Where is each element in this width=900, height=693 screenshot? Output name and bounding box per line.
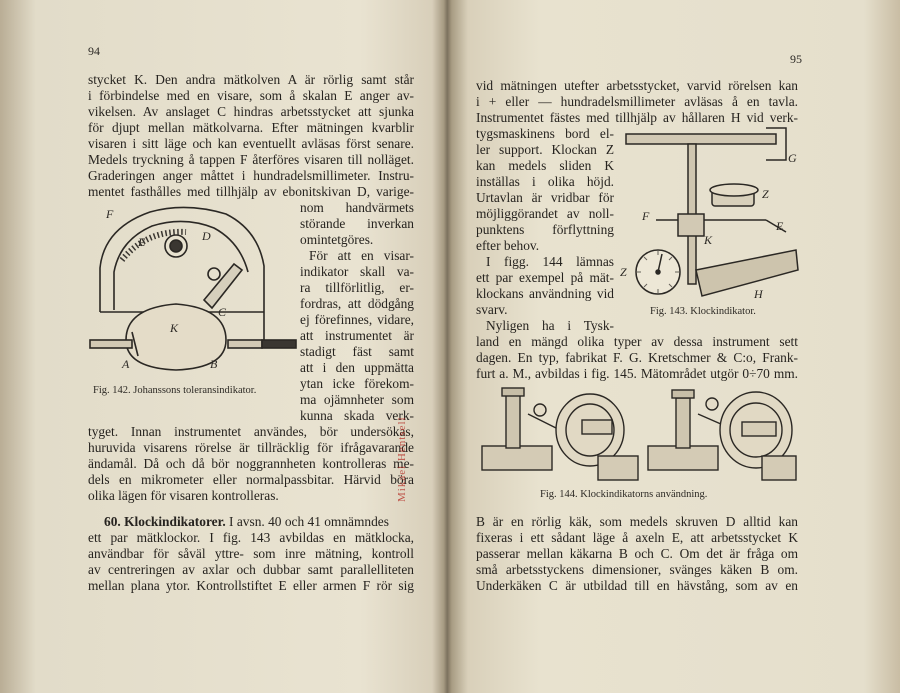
figure-142-label: E	[138, 235, 146, 249]
text-line: vid mätningen utefter arbetsstycket, varvid rörelsen kan	[476, 78, 798, 93]
figure-143-dial-indicator	[616, 120, 802, 306]
text-line: att instrumentet är	[300, 328, 414, 343]
text-line: att i den uppmätta	[300, 360, 414, 375]
text-line: tyget. Innan instrumentet användes, bör undersökas,	[88, 424, 414, 439]
text-line: stadigt fäst samt	[300, 344, 414, 359]
figure-143-caption: Fig. 143. Klockindikator.	[650, 306, 756, 317]
figure-144-indicator-usage	[478, 384, 800, 486]
text-line: land en mängd olika typer av dessa instrument sett	[476, 334, 798, 349]
text-line: ändamål. Då och då bör noggrannheten kontrolleras me-	[88, 456, 414, 471]
text-line: ra tillförlitlig, er-	[300, 280, 414, 295]
text-line: huruvida visarens rörelse är tillräcklig för ifrågavarande	[88, 440, 414, 455]
text-line: för djupt mellan mätkolvarna. Efter mätningen kvarblir	[88, 120, 414, 135]
text-line: kunna skada verk-	[300, 408, 414, 423]
text-line: visaren i sitt läge och kan eventuellt avläsas först senare.	[88, 136, 414, 151]
text-line: ler support. Klockan Z	[476, 142, 614, 157]
figure-142-label: A	[122, 357, 130, 371]
text-line: För att en visar-	[309, 248, 414, 263]
figure-142-label: K	[170, 321, 179, 335]
figure-143-label: E	[776, 219, 784, 233]
text-line: B är en rörlig käk, som medels skruven D alltid kan	[476, 514, 798, 529]
text-line: störande inverkan	[300, 216, 414, 231]
text-line: mentet fasthålles med tillhjälp av ebonitskivan D, varige-	[88, 184, 414, 199]
text-line: fordras, att dödgång	[300, 296, 414, 311]
page-number-right: 95	[790, 52, 802, 66]
text-line: furt a. M., avbildas i fig. 145. Mätområdet utgör 0÷70 mm.	[476, 366, 798, 381]
text-line: vikelsen. Av anslaget C hindras arbetsstycket att sjunka	[88, 104, 414, 119]
text-line: ej förefinnes, vidare,	[300, 312, 414, 327]
figure-142-label: B	[210, 357, 218, 371]
text-line: I figg. 144 lämnas	[486, 254, 614, 269]
figure-143-label: G	[788, 151, 797, 165]
figure-142-label: C	[218, 305, 227, 319]
text-line: ma ojämnheter som	[300, 392, 414, 407]
figure-143-label: H	[754, 287, 763, 301]
text-line: klockans användning vid	[476, 286, 614, 301]
text-line: fixeras i ett sådant läge å axeln E, att arbetsstycket K	[476, 530, 798, 545]
figure-143-label: F	[642, 209, 650, 223]
text-line: dagen. En typ, fabrikat F. G. Kretschmer & C:o, Frank-	[476, 350, 798, 365]
section-title: Klockindikatorer.	[124, 514, 226, 529]
text-line: omintetgöres.	[300, 232, 374, 247]
figure-144-caption: Fig. 144. Klockindikatorns användning.	[540, 489, 708, 500]
text-line: nom handvärmets	[300, 200, 414, 215]
text-line: Urtavlan är vridbar för	[476, 190, 614, 205]
figure-143-label: K	[704, 233, 713, 247]
figure-142-label: D	[202, 229, 211, 243]
text-line: efter behov.	[476, 238, 540, 253]
text-line: mellan plana ytor. Kontrollstiftet E eller armen F rör sig	[88, 578, 414, 593]
text-line: kan medels sliden K	[476, 158, 614, 173]
text-line: stycket K. Den andra mätkolven A är rörlig samt står	[88, 72, 414, 87]
figure-143-label: Z	[762, 187, 769, 201]
text-line: ett par mätklockor. I fig. 143 avbildas en mätklocka,	[88, 530, 414, 545]
text-line: inställas i olika höjd.	[476, 174, 614, 189]
section-first-line-rest: I avsn. 40 och 41 omnämndes	[229, 514, 389, 529]
text-line: små arbetsstyckens dimensioner, svänges käken B om.	[476, 562, 798, 577]
figure-142-label: F	[106, 207, 114, 221]
text-line: olika lägen för visaren kontrolleras.	[88, 488, 279, 503]
text-line: tygsmaskinens bord el-	[476, 126, 614, 141]
text-line: av centreringen av axlar och dubbar samt parallelliteten	[88, 562, 414, 577]
text-line: svarv.	[476, 302, 508, 317]
text-line: Nyligen ha i Tysk-	[486, 318, 614, 333]
text-line: Instrumentet fästes med tillhjälp av hållaren H vid verk-	[476, 110, 798, 125]
text-line: punktens förflyttning	[476, 222, 614, 237]
page-number-left: 94	[88, 44, 100, 58]
figure-142-caption: Fig. 142. Johanssons toleransindikator.	[93, 385, 257, 396]
library-stamp: Mikael Hentsell	[396, 416, 408, 502]
text-line: passerar mellan käkarna B och C. Om det är fråga om	[476, 546, 798, 561]
text-line: Underkäken C är utbildad till en hävstång, som av en	[476, 578, 798, 593]
text-line: indikator skall va-	[300, 264, 414, 279]
text-line: i förbindelse med en visare, som å skalan E anger av-	[88, 88, 414, 103]
text-line: användbar för såväl yttre- som inre mätning, kontroll	[88, 546, 414, 561]
text-line: möjliggörandet av noll-	[476, 206, 614, 221]
text-line: ett par exempel på mät-	[476, 270, 614, 285]
text-line: dels en mikrometer eller normalpassbitar. Härvid böra	[88, 472, 414, 487]
figure-143-label: Z	[620, 265, 627, 279]
text-line: ytan icke förekom-	[300, 376, 414, 391]
text-line: i + eller — hundradelsmillimeter avläsas å en tavla.	[476, 94, 798, 109]
section-number: 60.	[104, 514, 121, 529]
text-line: Medels tryckning å tappen F återföres visaren till nolläget.	[88, 152, 414, 167]
text-line: Graderingen anger måttet i hundradelsmillimeter. Instru-	[88, 168, 414, 183]
